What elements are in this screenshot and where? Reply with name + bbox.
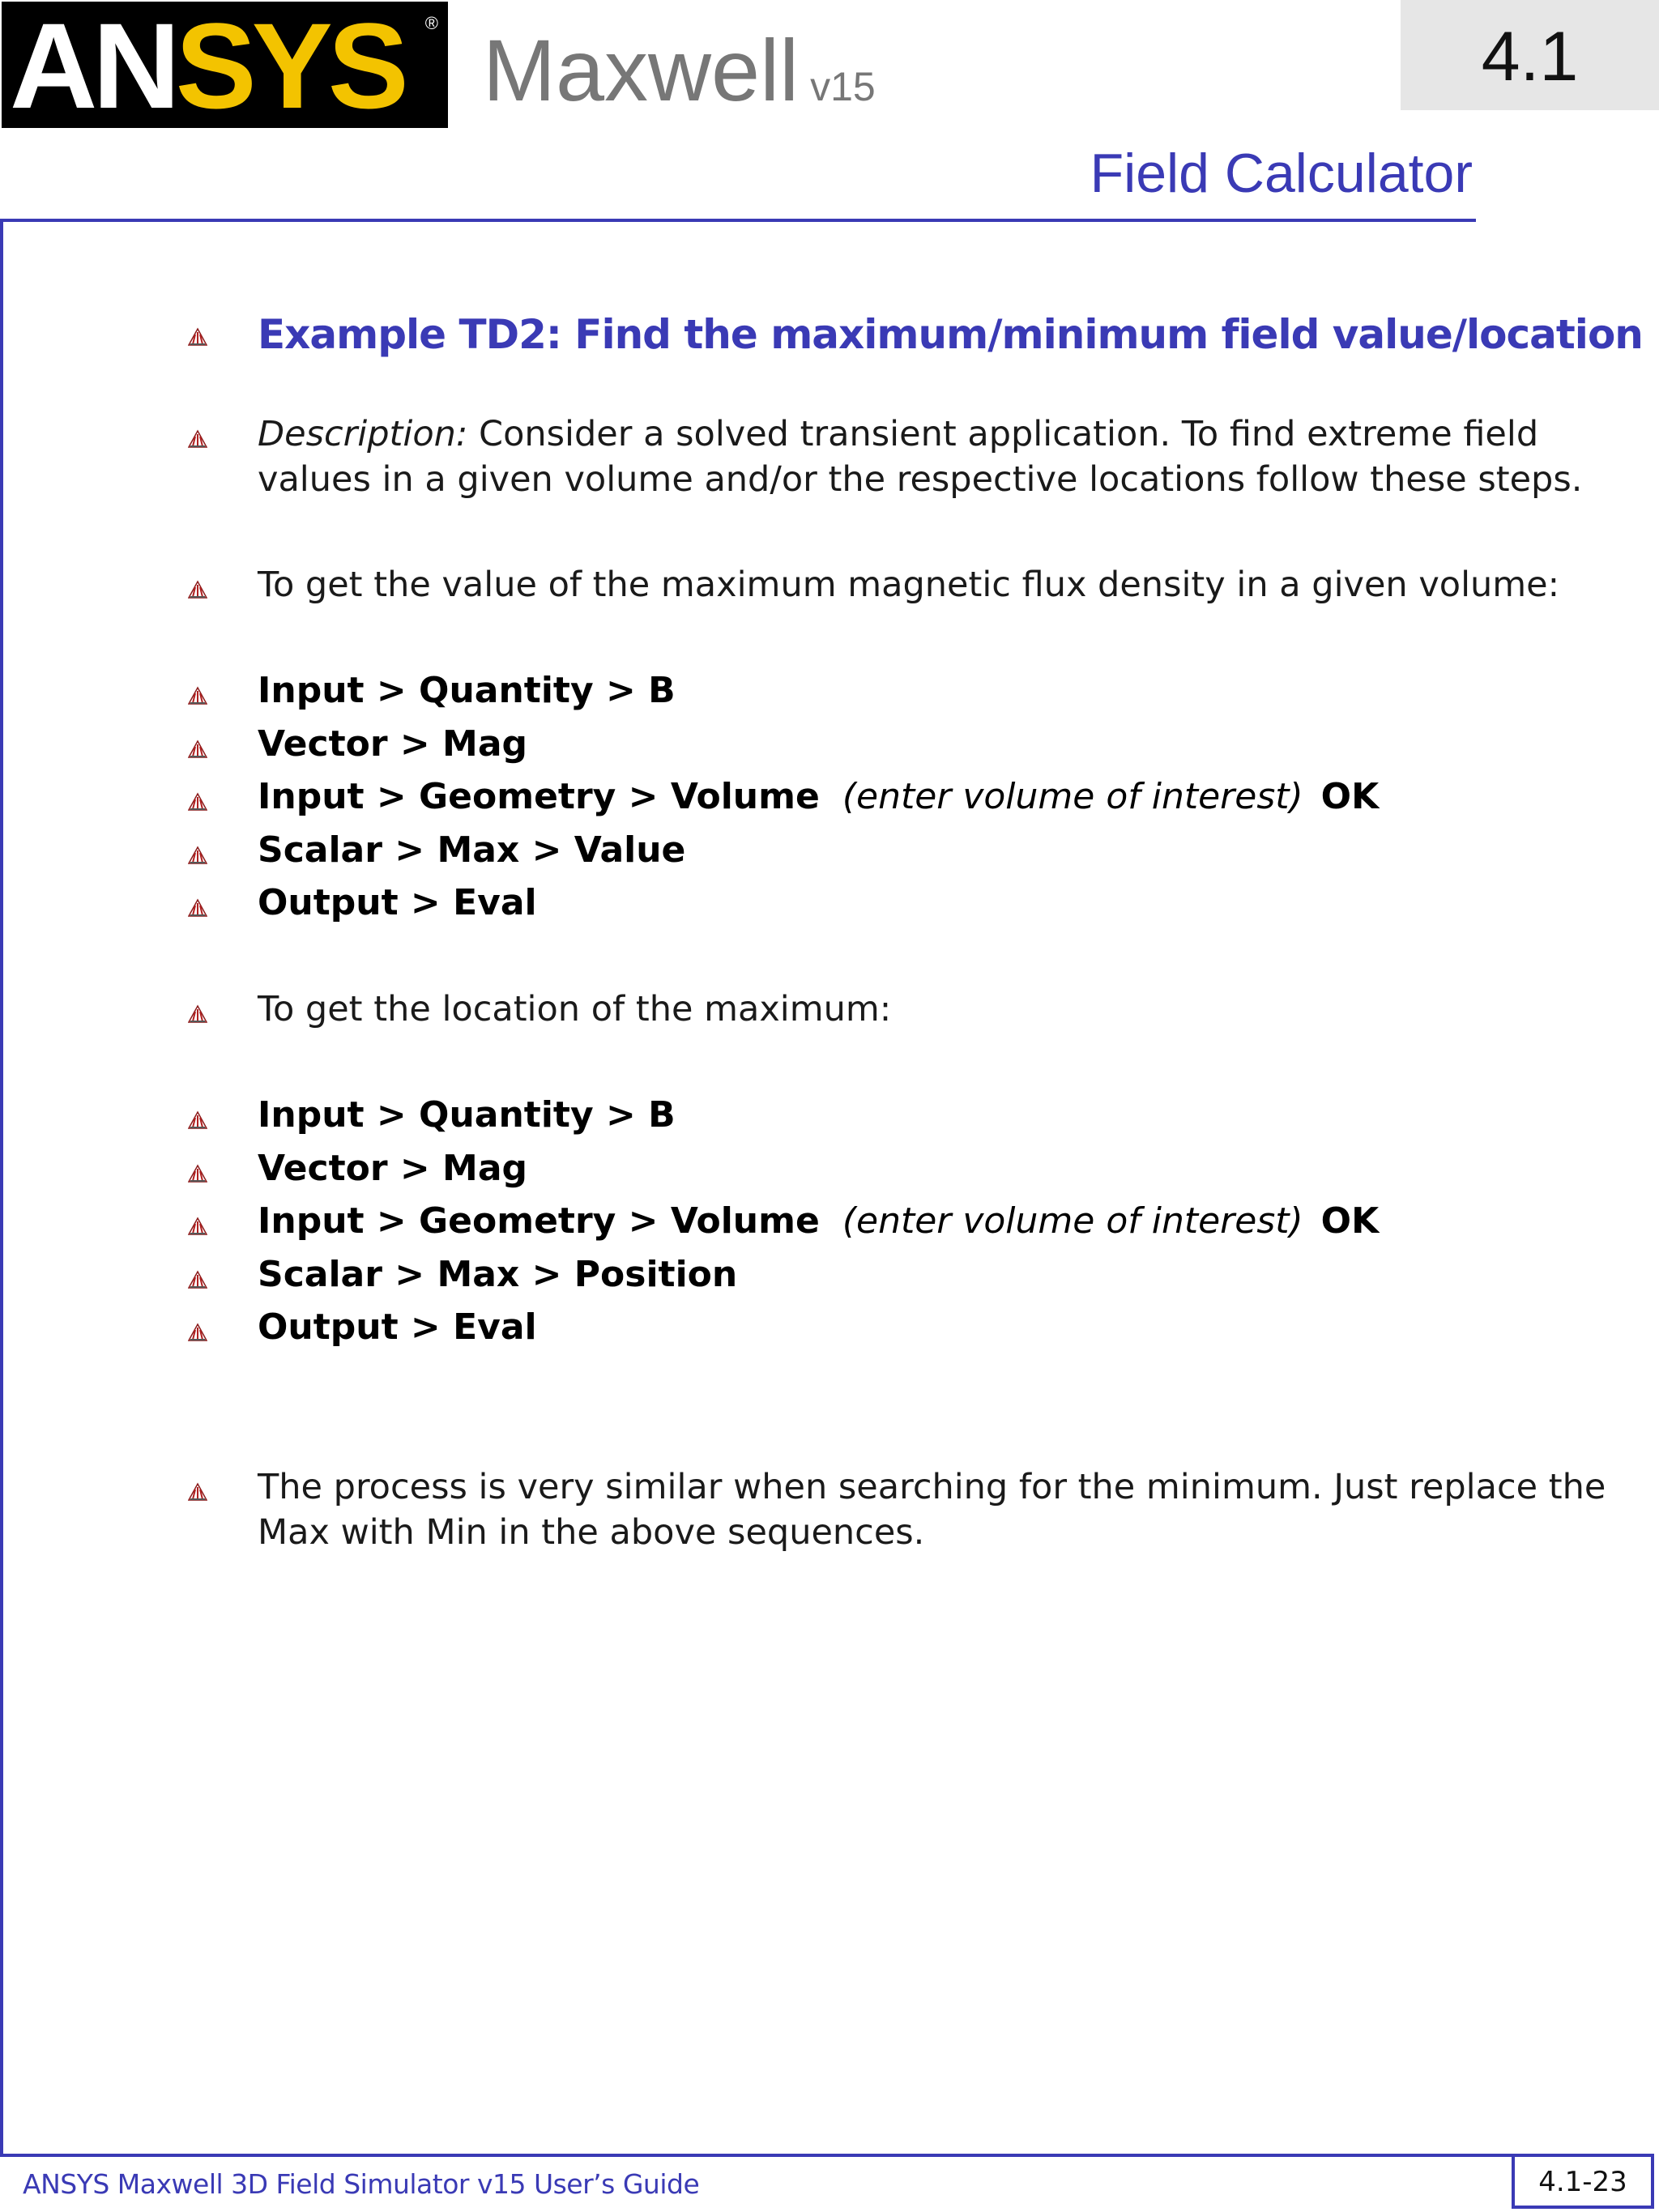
description-label: Description: (258, 414, 468, 454)
triangle-bullet-icon (188, 1323, 207, 1342)
footer-rule (0, 2154, 1512, 2157)
triangle-bullet-icon (188, 1217, 207, 1236)
logo-an: AN (10, 2, 176, 128)
step-note: (enter volume of interest) (842, 776, 1303, 817)
value-step-4 (258, 828, 1554, 873)
footer-guide-title: ANSYS Maxwell 3D Field Simulator v15 User’s Guide (23, 2168, 700, 2200)
location-intro-item (258, 987, 1554, 1032)
step-text: Output > Eval (258, 882, 537, 923)
triangle-bullet-icon (188, 1110, 207, 1130)
triangle-bullet-icon (188, 1270, 207, 1289)
location-step-1 (258, 1093, 1554, 1138)
page-number: 4.1-23 (1538, 2166, 1627, 2198)
step-text: Scalar > Max > Position (258, 1254, 738, 1295)
description-item (258, 411, 1583, 502)
triangle-bullet-icon (188, 327, 207, 347)
triangle-bullet-icon (188, 739, 207, 759)
section-title: Field Calculator (1090, 143, 1473, 204)
page-number-box (1512, 2154, 1654, 2209)
heading-item (258, 309, 1643, 360)
step-text-row (258, 1199, 1554, 1244)
triangle-bullet-icon (188, 1004, 207, 1024)
logo-sys: SYS (175, 2, 404, 128)
value-step-2 (258, 722, 1554, 767)
triangle-bullet-icon (188, 686, 207, 705)
triangle-bullet-icon (188, 792, 207, 812)
product-name (483, 18, 876, 139)
step-text: Vector > Mag (258, 1148, 528, 1189)
description-line-1 (258, 411, 1554, 457)
value-step-3 (258, 774, 1554, 820)
triangle-bullet-icon (188, 846, 207, 865)
step-text: Scalar > Max > Value (258, 829, 686, 871)
step-note: (enter volume of interest) (842, 1200, 1303, 1242)
closing-line-2: Max with Min in the above sequences. (258, 1512, 925, 1553)
closing-line-1: The process is very similar when searching for the minimum. Just replace the (258, 1467, 1606, 1507)
step-ok: OK (1320, 1200, 1380, 1242)
step-text: Input > Geometry > Volume (258, 1200, 820, 1242)
registered-mark: ® (424, 13, 438, 33)
chapter-badge (1401, 0, 1659, 110)
step-ok: OK (1320, 776, 1380, 817)
location-intro: To get the location of the maximum: (258, 989, 892, 1029)
triangle-bullet-icon (188, 1482, 207, 1502)
product-version: v15 (810, 64, 876, 109)
triangle-bullet-icon (188, 580, 207, 599)
header-rule (0, 219, 1476, 222)
logo-wordmark (10, 2, 404, 128)
closing-item (258, 1464, 1606, 1555)
example-heading: Example TD2: Find the maximum/minimum field value/location (258, 311, 1643, 358)
step-text-row (258, 774, 1554, 820)
triangle-bullet-icon (188, 1164, 207, 1183)
description-text-1: Consider a solved transient application. To find extreme field (467, 414, 1539, 454)
value-step-1 (258, 668, 1554, 714)
left-rule (0, 219, 3, 2157)
step-text: Vector > Mag (258, 723, 528, 765)
description-line-2: values in a given volume and/or the respective locations follow these steps. (258, 459, 1583, 500)
ansys-logo (2, 2, 448, 128)
step-text: Input > Quantity > B (258, 1094, 676, 1136)
triangle-bullet-icon (188, 898, 207, 918)
product-title: Maxwell (483, 21, 800, 119)
location-step-5 (258, 1305, 1554, 1350)
location-step-2 (258, 1146, 1554, 1191)
location-step-4 (258, 1252, 1554, 1298)
max-value-intro: To get the value of the maximum magnetic flux density in a given volume: (258, 565, 1560, 605)
chapter-number: 4.1 (1481, 18, 1579, 96)
step-text: Input > Quantity > B (258, 670, 676, 711)
max-value-intro-item (258, 562, 1560, 607)
step-text: Input > Geometry > Volume (258, 776, 820, 817)
step-text: Output > Eval (258, 1306, 537, 1348)
value-step-5 (258, 880, 1554, 926)
triangle-bullet-icon (188, 429, 207, 449)
location-step-3 (258, 1199, 1554, 1244)
